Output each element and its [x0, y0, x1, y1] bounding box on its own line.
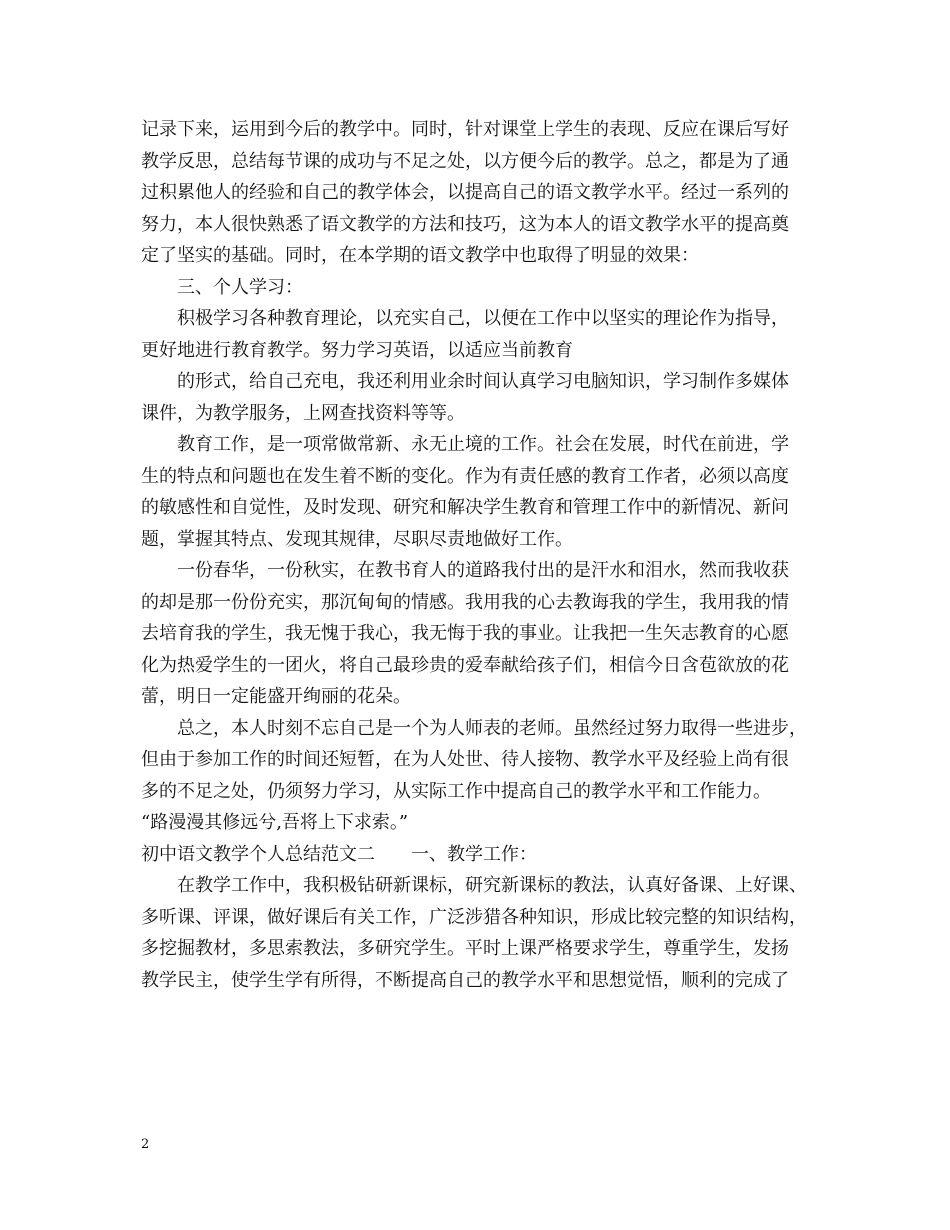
- text-line: 总之，本人时刻不忘自己是一个为人师表的老师。虽然经过努力取得一些进步，: [177, 717, 807, 739]
- text-line: 更好地进行教育教学。努力学习英语，以适应当前教育: [141, 339, 573, 361]
- text-line: 的形式，给自己充电，我还利用业余时间认真学习电脑知识，学习制作多媒体: [177, 371, 789, 392]
- text-line: “路漫漫其修远兮,吾将上下求索。”: [141, 812, 409, 833]
- text-line: 初中语文教学个人总结范文二 一、教学工作：: [141, 843, 537, 865]
- text-line: 课件，为教学服务，上网查找资料等等。: [141, 402, 465, 424]
- text-line: 努力，本人很快熟悉了语文教学的方法和技巧，这为本人的语文教学水平的提高奠: [141, 213, 789, 235]
- text-line: 教学反思，总结每节课的成功与不足之处，以方便今后的教学。总之，都是为了通: [141, 150, 789, 172]
- text-line: 三、个人学习：: [177, 276, 303, 298]
- text-line: 题，掌握其特点、发现其规律，尽职尽责地做好工作。: [141, 528, 573, 550]
- text-line: 过积累他人的经验和自己的教学体会，以提高自己的语文教学水平。经过一系列的: [141, 182, 789, 203]
- text-line: 在教学工作中，我积极钻研新课标，研究新课标的教法，认真好备课、上好课、: [177, 875, 807, 896]
- text-line: 去培育我的学生，我无愧于我心，我无悔于我的事业。让我把一生矢志教育的心愿: [141, 623, 789, 644]
- text-line: 蕾，明日一定能盛开绚丽的花朵。: [141, 686, 411, 707]
- text-line: 化为热爱学生的一团火，将自己最珍贵的爱奉献给孩子们，相信今日含苞欲放的花: [141, 654, 789, 676]
- body-text: [141, 114, 813, 996]
- text-line: 积极学习各种教育理论，以充实自己，以便在工作中以坚实的理论作为指导，: [177, 308, 789, 329]
- text-line: 记录下来，运用到今后的教学中。同时，针对课堂上学生的表现、反应在课后写好: [141, 119, 789, 140]
- text-line: 多的不足之处，仍须努力学习，从实际工作中提高自己的教学水平和工作能力。: [141, 780, 771, 802]
- text-line: 多挖掘教材，多思索教法，多研究学生。平时上课严格要求学生，尊重学生，发扬: [141, 938, 789, 959]
- text-line: 一份春华，一份秋实，在教书育人的道路我付出的是汗水和泪水，然而我收获: [177, 560, 789, 581]
- text-line: 但由于参加工作的时间还短暂，在为人处世、待人接物、教学水平及经验上尚有很: [141, 749, 789, 770]
- page-number: 2: [141, 1137, 150, 1152]
- text-line: 的敏感性和自觉性，及时发现、研究和解决学生教育和管理工作中的新情况、新问: [141, 497, 789, 518]
- text-line: 的却是那一份份充实，那沉甸甸的情感。我用我的心去教诲我的学生，我用我的情: [141, 591, 789, 613]
- text-line: 教育工作，是一项常做常新、永无止境的工作。社会在发展，时代在前进，学: [177, 434, 789, 455]
- text-line: 生的特点和问题也在发生着不断的变化。作为有责任感的教育工作者，必须以高度: [141, 465, 789, 487]
- text-line: 多听课、评课，做好课后有关工作，广泛涉猎各种知识，形成比较完整的知识结构，: [141, 906, 807, 928]
- text-line: 定了坚实的基础。同时，在本学期的语文教学中也取得了明显的效果：: [141, 245, 699, 266]
- text-line: 教学民主，使学生学有所得，不断提高自己的教学水平和思想觉悟，顺利的完成了: [141, 969, 789, 991]
